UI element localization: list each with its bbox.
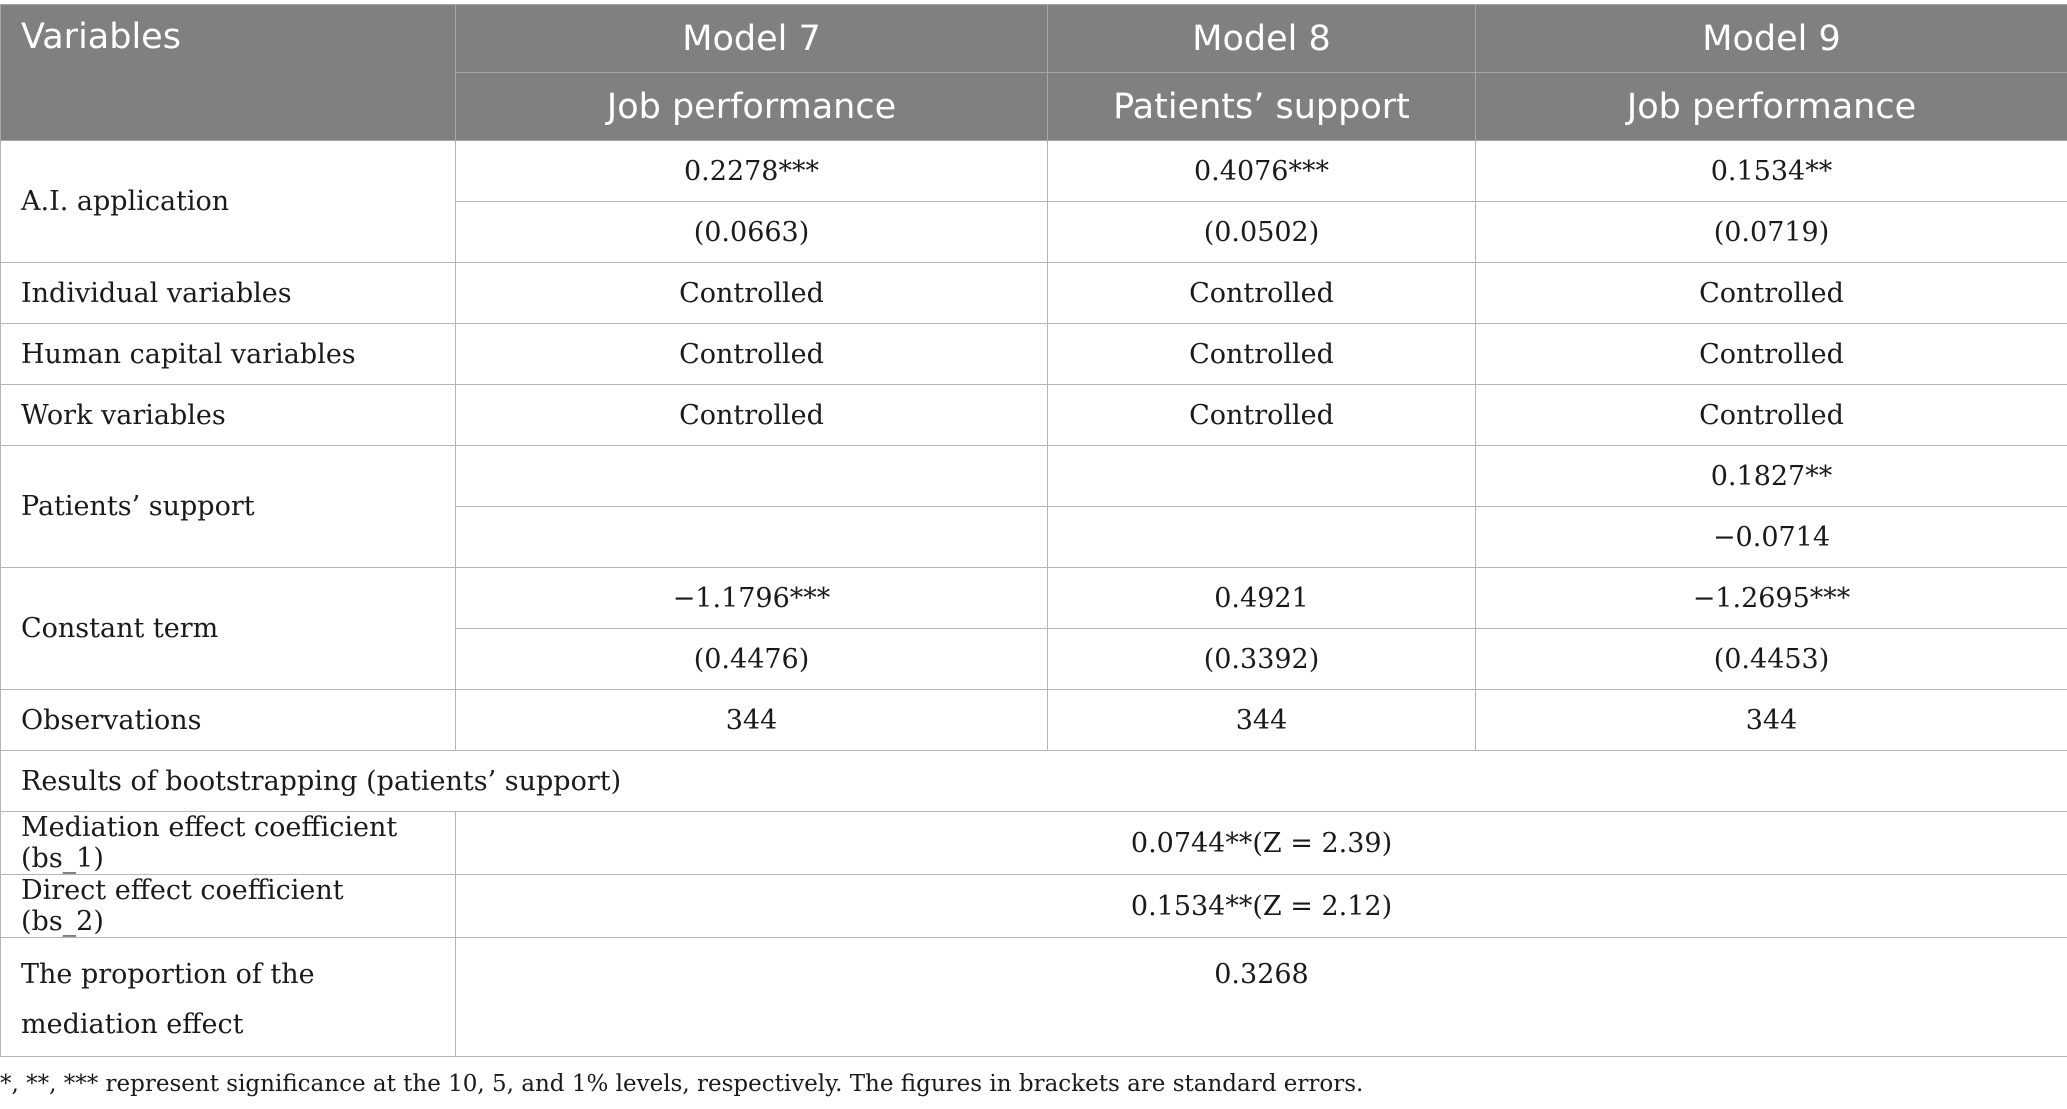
table-row [1,385,2067,446]
cell-coef: −1.1796*** [456,568,1048,629]
row-label-constant-term: Constant term [1,568,456,690]
cell-proportion-value: 0.3268 [456,938,2067,1057]
header-variables: Variables [1,5,456,141]
cell-coef: 0.1534** [1476,141,2067,202]
row-label-mediation-proportion: The proportion of the mediation effect [1,938,456,1057]
table-row [1,751,2067,812]
header-dependent-model-9: Job performance [1476,73,2067,141]
cell-se: (0.3392) [1048,629,1476,690]
cell-value: Controlled [1048,324,1476,385]
cell-value: 344 [1048,690,1476,751]
regression-table-container [0,4,2067,1097]
table-row [1,812,2067,875]
table-row [1,141,2067,202]
cell-se: (0.4453) [1476,629,2067,690]
cell-se: (0.0719) [1476,202,2067,263]
cell-value: Controlled [456,385,1048,446]
cell-coef: 0.4921 [1048,568,1476,629]
row-label-observations: Observations [1,690,456,751]
header-model-7: Model 7 [456,5,1048,73]
table-row [1,690,2067,751]
row-label-ai-application: A.I. application [1,141,456,263]
row-label-direct-effect: Direct effect coefficient (bs_2) [1,875,456,938]
cell-value: Controlled [1476,324,2067,385]
cell-se: (0.0663) [456,202,1048,263]
table-row [1,568,2067,629]
cell-se: (0.4476) [456,629,1048,690]
header-dependent-model-8: Patients’ support [1048,73,1476,141]
table-row [1,875,2067,938]
cell-coef: 0.2278*** [456,141,1048,202]
cell-mediation-value: 0.0744**(Z = 2.39) [456,812,2067,875]
cell-value: Controlled [456,324,1048,385]
cell-se: (0.0502) [1048,202,1476,263]
cell-coef: 0.4076*** [1048,141,1476,202]
cell-value: Controlled [1476,385,2067,446]
table-footnote: *, **, *** represent significance at the 10, 5, and 1% levels, respectively. The figures in brackets are standard errors. [0,1071,1364,1097]
cell-se [456,507,1048,568]
header-dependent-model-7: Job performance [456,73,1048,141]
table-row [1,324,2067,385]
cell-value: Controlled [1048,263,1476,324]
table-row [1,938,2067,1057]
row-label-mediation-effect: Mediation effect coefficient (bs_1) [1,812,456,875]
cell-coef: −1.2695*** [1476,568,2067,629]
cell-coef: 0.1827** [1476,446,2067,507]
cell-value: 344 [456,690,1048,751]
header-row-models [1,5,2067,73]
row-label-work-variables: Work variables [1,385,456,446]
cell-value: Controlled [456,263,1048,324]
cell-value: Controlled [1476,263,2067,324]
row-label-patients-support: Patients’ support [1,446,456,568]
table-row [1,263,2067,324]
cell-se [1048,507,1476,568]
table-row [1,446,2067,507]
cell-direct-value: 0.1534**(Z = 2.12) [456,875,2067,938]
row-label-individual-variables: Individual variables [1,263,456,324]
cell-value: 344 [1476,690,2067,751]
bootstrap-section-title: Results of bootstrapping (patients’ support) [1,751,2067,812]
cell-coef [456,446,1048,507]
header-model-9: Model 9 [1476,5,2067,73]
header-model-8: Model 8 [1048,5,1476,73]
cell-coef [1048,446,1476,507]
row-label-human-capital-variables: Human capital variables [1,324,456,385]
cell-value: Controlled [1048,385,1476,446]
mediation-results-table [0,4,2067,1057]
cell-se: −0.0714 [1476,507,2067,568]
